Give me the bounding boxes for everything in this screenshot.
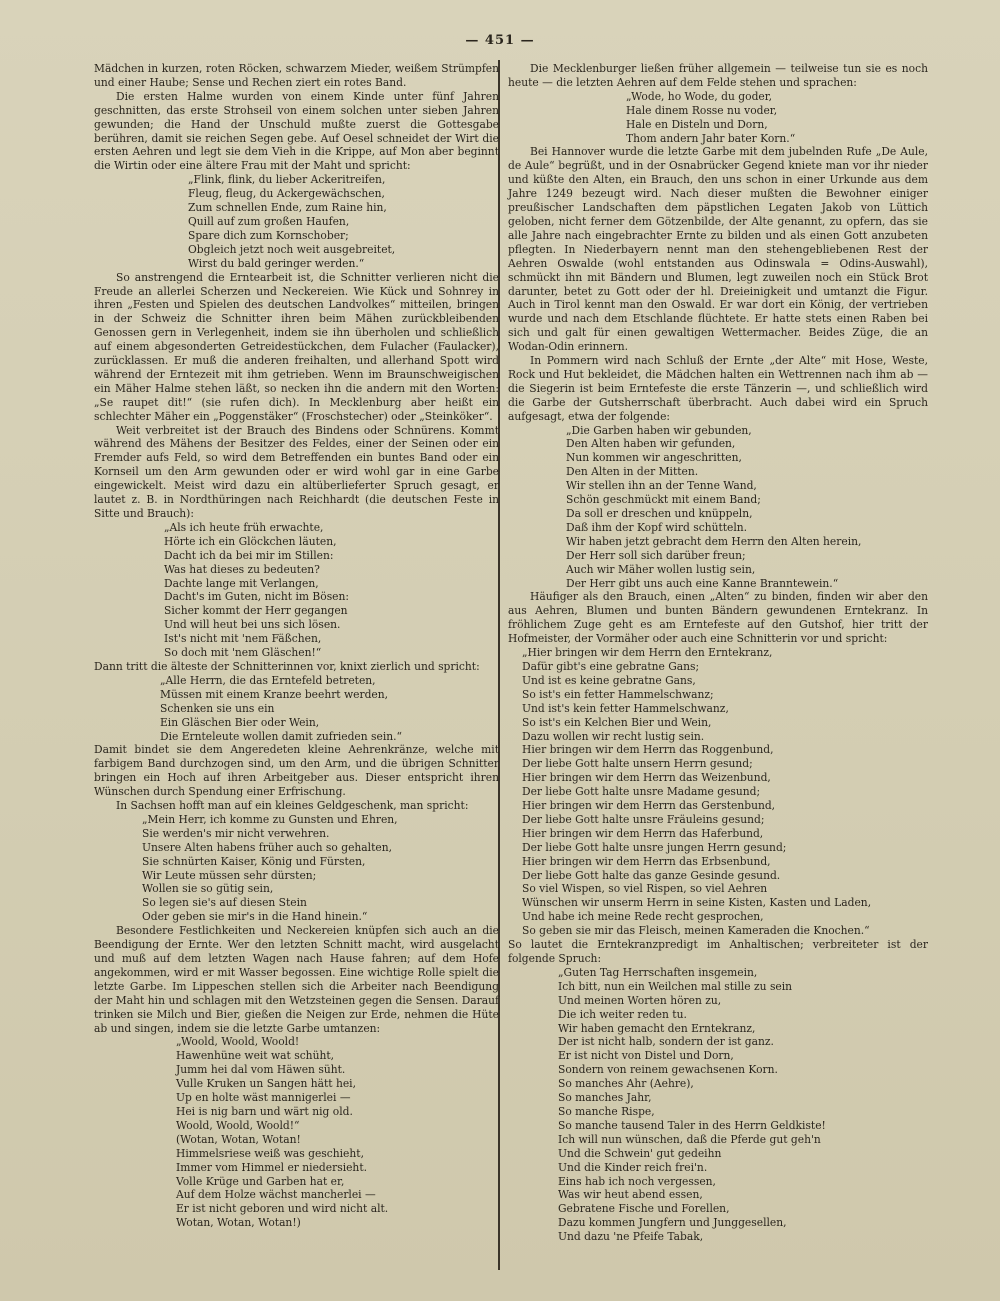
verse-line: Unsere Alten habens früher auch so gehalten, <box>142 840 392 854</box>
verse-line: Der liebe Gott halte unsre jungen Herrn gesund; <box>522 840 787 854</box>
verse-line: (Wotan, Wotan, Wotan! <box>176 1132 301 1146</box>
verse-line: Hei is nig barn und wärt nig old. <box>176 1104 353 1118</box>
paragraph: Die ersten Halme wurden von einem Kinde unter fünf Jahren geschnitten, das erste Strohseil von einem solchen unter sieben Jahren gewunden; die Hand der Unschuld mußte zuerst die Gottesgabe berühren, damit sie reichen Segen gebe. Auf Oesel schneidet der Wirt die ersten Aehren und legt sie dem Vieh in die Krippe, auf Mon aber beginnt die Wirtin oder eine ältere Frau mit der Maht und spricht: <box>94 89 499 173</box>
verse-line: Himmelsriese weiß was geschieht, <box>176 1146 364 1160</box>
verse-line: So manches Ahr (Aehre), <box>558 1077 694 1091</box>
verse-line: „Alle Herrn, die das Erntefeld betreten, <box>160 673 376 687</box>
verse-line: Dacht's im Guten, nicht im Bösen: <box>164 590 349 604</box>
verse-line: Ein Gläschen Bier oder Wein, <box>160 715 320 729</box>
verse-line: Thom andern Jahr bater Korn.“ <box>626 131 796 145</box>
verse-line: Müssen mit einem Kranze beehrt werden, <box>160 687 389 701</box>
verse-line: Hier bringen wir dem Herrn das Gerstenbund, <box>522 799 776 813</box>
verse-line: Nun kommen wir angeschritten, <box>566 451 742 465</box>
verse-line: So geben sie mir das Fleisch, meinen Kameraden die Knochen.“ <box>522 924 870 938</box>
verse-line: Der liebe Gott halte unsern Herrn gesund; <box>522 757 753 771</box>
left-column <box>94 62 499 1230</box>
verse-line: Hier bringen wir dem Herrn das Roggenbund, <box>522 743 774 757</box>
verse-line: Wirst du bald geringer werden.“ <box>188 256 365 270</box>
verse-line: Auf dem Holze wächst mancherlei — <box>176 1188 376 1202</box>
verse-line: Hier bringen wir dem Herrn das Haferbund, <box>522 826 764 840</box>
verse-line: „Guten Tag Herrschaften insgemein, <box>558 965 758 979</box>
paragraph: Bei Hannover wurde die letzte Garbe mit dem jubelnden Rufe „De Aule, de Aule“ begrüßt, und in der Osnabrücker Gegend kniete man vor ihr nieder und küßte den Alten, ein Brauch, den uns schon in einer Urkunde aus dem Jahre 1249 bezeugt wird. Nach dieser mußten die Bewohner einiger preußischer Landschaften dem päpstlichen Legaten Jakob von Lüttich geloben, nicht ferner dem Götzenbilde, der Alte genannt, zu opfern, das sie alle Jahre nach eingebrachter Ernte zu bilden und als einen Gott anzubeten pflegten. In Niederbayern nennt man den stehengebliebenen Rest der Aehren Oswalde (wohl entstanden aus Odinswala = Odins-Auswahl), schmückt ihn mit Bändern und Blumen, legt zuweilen noch ein Stück Brot darunter, betet zu Gott oder der hl. Dreieinigkeit und umtanzt die Figur. Auch in Tirol kennt man den Oswald. Er war dort ein König, der vertrieben wurde und nach dem Etschlande flüchtete. Er hatte stets einen Raben bei sich und galt für einen gewaltigen Wettermacher. Beides Züge, die an Wodan-Odin erinnern. <box>508 145 928 354</box>
paragraph: Weit verbreitet ist der Brauch des Bindens oder Schnürens. Kommt während des Mähens der Besitzer des Feldes, einer der Seinen oder ein Fremder aufs Feld, so wird dem Betreffenden ein buntes Band oder ein Kornseil um den Arm gewunden oder er wird wohl gar in eine Garbe eingewickelt. Meist wird dazu ein altüberlieferter Spruch gesagt, er lautet z. B. in Nordthüringen nach Reichhardt (die deutschen Feste in Sitte und Brauch): <box>94 423 499 520</box>
verse-line: Die Ernteleute wollen damit zufrieden sein.“ <box>160 729 402 743</box>
verse-line: Dazu kommen Jungfern und Junggesellen, <box>558 1216 787 1230</box>
paragraph: Mädchen in kurzen, roten Röcken, schwarzem Mieder, weißem Strümpfen und einer Haube; Sense und Rechen ziert ein rotes Band. <box>94 62 499 89</box>
verse-line: Wotan, Wotan, Wotan!) <box>176 1216 301 1230</box>
paragraph: Besondere Festlichkeiten und Neckereien knüpfen sich auch an die Beendigung der Ernte. Wer den letzten Schnitt macht, wird ausgelacht und muß auf dem letzten Wagen nach Hause fahren; auf dem Hofe angekommen, wird er mit Wasser begossen. Eine wichtige Rolle spielt die letzte Garbe. Im Lippeschen stellen sich die Arbeiter nach Beendigung der Maht hin und schlagen mit den Wetzsteinen gegen die Sensen. Darauf trinken sie Milch und Bier, gießen die Neigen zur Erde, nehmen die Hüte ab und singen, indem sie die letzte Garbe umtanzen: <box>94 924 499 1035</box>
verse-line: So viel Wispen, so viel Rispen, so viel Aehren <box>522 882 768 896</box>
verse-line: Sicher kommt der Herr gegangen <box>164 604 348 618</box>
verse-line: Obgleich jetzt noch weit ausgebreitet, <box>188 242 396 256</box>
verse-line: Spare dich zum Kornschober; <box>188 228 349 242</box>
verse-line: Jumm hei dal vom Häwen süht. <box>176 1063 346 1077</box>
verse <box>508 646 928 938</box>
verse-line: So legen sie's auf diesen Stein <box>142 896 307 910</box>
right-column <box>508 62 928 1244</box>
verse-line: Dacht ich da bei mir im Stillen: <box>164 548 334 562</box>
verse-line: Er ist nicht von Distel und Dorn, <box>558 1049 734 1063</box>
verse-line: „Als ich heute früh erwachte, <box>164 520 324 534</box>
verse-line: Hale en Disteln und Dorn, <box>626 117 768 131</box>
verse-line: Daß ihm der Kopf wird schütteln. <box>566 520 748 534</box>
verse-line: Ich bitt, nun ein Weilchen mal stille zu sein <box>558 979 793 993</box>
verse-line: Und ist es keine gebratne Gans, <box>522 673 696 687</box>
verse-line: Der liebe Gott halte unsre Fräuleins gesund; <box>522 812 765 826</box>
verse-line: Hawenhüne weit wat schüht, <box>176 1049 335 1063</box>
verse-line: Und will heut bei uns sich lösen. <box>164 618 341 632</box>
verse-line: Zum schnellen Ende, zum Raine hin, <box>188 201 387 215</box>
verse-line: Ist's nicht mit 'nem Fäßchen, <box>164 632 322 646</box>
verse-line: So ist's ein Kelchen Bier und Wein, <box>522 715 712 729</box>
verse-line: Und dazu 'ne Pfeife Tabak, <box>558 1230 704 1244</box>
verse-line: Volle Krüge und Garben hat er, <box>176 1174 345 1188</box>
verse <box>94 521 499 660</box>
verse-line: Der ist nicht halb, sondern der ist ganz. <box>558 1035 774 1049</box>
verse <box>508 966 928 1244</box>
verse-line: Der liebe Gott halte unsre Madame gesund; <box>522 785 761 799</box>
verse-line: Woold, Woold, Woold!“ <box>176 1118 300 1132</box>
verse-line: Und die Kinder reich frei'n. <box>558 1160 708 1174</box>
paragraph: Häufiger als den Brauch, einen „Alten“ zu binden, finden wir aber den aus Aehren, Blumen und bunten Bändern gewundenen Erntekranz. In fröhlichem Zuge geht es am Erntefeste auf den Gutshof, hier tritt der Hofmeister, der Vormäher oder auch eine Schnitterin vor und spricht: <box>508 590 928 646</box>
paragraph: Dann tritt die älteste der Schnitterinnen vor, knixt zierlich und spricht: <box>94 659 480 673</box>
verse-line: „Hier bringen wir dem Herrn den Erntekranz, <box>522 646 773 660</box>
verse-line: So manche Rispe, <box>558 1104 655 1118</box>
verse-line: Sie schnürten Kaiser, König und Fürsten, <box>142 854 366 868</box>
verse <box>508 424 928 591</box>
verse-line: Dafür gibt's eine gebratne Gans; <box>522 659 700 673</box>
verse-line: Er ist nicht geboren und wird nicht alt. <box>176 1202 389 1216</box>
verse-line: Hörte ich ein Glöckchen läuten, <box>164 534 337 548</box>
paragraph: In Sachsen hofft man auf ein kleines Geldgeschenk, man spricht: <box>116 799 469 813</box>
verse-line: Dazu wollen wir recht lustig sein. <box>522 729 705 743</box>
verse-line: Dachte lange mit Verlangen, <box>164 576 319 590</box>
verse-line: Sie werden's mir nicht verwehren. <box>142 826 330 840</box>
verse-line: Und die Schwein' gut gedeihn <box>558 1146 722 1160</box>
verse-line: Quill auf zum großen Haufen, <box>188 214 350 228</box>
verse-line: „Wode, ho Wode, du goder, <box>626 89 773 103</box>
verse-line: „Die Garben haben wir gebunden, <box>566 423 752 437</box>
verse-line: Schön geschmückt mit einem Band; <box>566 493 761 507</box>
verse-line: Hier bringen wir dem Herrn das Erbsenbund, <box>522 854 771 868</box>
verse-line: Wollen sie so gütig sein, <box>142 882 274 896</box>
verse-line: So manches Jahr, <box>558 1091 652 1105</box>
verse-line: Ich will nun wünschen, daß die Pferde gut geh'n <box>558 1132 821 1146</box>
verse <box>94 813 499 924</box>
verse-line: Wir stellen ihn an der Tenne Wand, <box>566 479 757 493</box>
page-number: — 451 — <box>465 33 535 48</box>
verse-line: Fleug, fleug, du Ackergewächschen, <box>188 187 385 201</box>
paragraph: In Pommern wird nach Schluß der Ernte „der Alte“ mit Hose, Weste, Rock und Hut bekleidet, die Mädchen halten ein Wettrennen nach ihm ab — die Siegerin ist beim Erntefeste die erste Tänzerin —, und schließlich wird die Garbe der Gutsherrschaft überbracht. Auch dabei wird ein Spruch aufgesagt, etwa der folgende: <box>508 354 928 423</box>
paragraph: Die Mecklenburger ließen früher allgemein — teilweise tun sie es noch heute — die letzten Aehren auf dem Felde stehen und sprachen: <box>508 62 928 89</box>
verse-line: So doch mit 'nem Gläschen!“ <box>164 646 322 660</box>
verse-line: Gebratene Fische und Forellen, <box>558 1202 730 1216</box>
verse-line: Den Alten haben wir gefunden, <box>566 437 736 451</box>
paragraph: So lautet die Erntekranzpredigt im Anhaltischen; verbreiteter ist der folgende Spruch: <box>508 938 928 965</box>
paragraph: Damit bindet sie dem Angeredeten kleine Aehrenkränze, welche mit farbigem Band durchzogen sind, um den Arm, und die übrigen Schnitter bringen ein Hoch auf ihren Arbeitgeber aus. Dieser entspricht ihren Wünschen durch Spendung einer Erfrischung. <box>94 743 499 799</box>
paragraph: So anstrengend die Erntearbeit ist, die Schnitter verlieren nicht die Freude an allerlei Scherzen und Neckereien. Wie Kück und Sohnrey in ihren „Festen und Spielen des deutschen Landvolkes“ mitteilen, bringen in der Schweiz die Schnitter ihren beim Mähen zurückbleibenden Genossen gern in Verlegenheit, indem sie ihn überholen und schließlich auf einem abgesonderten Getreidestückchen, dem Fulacher (Faulacker), zurücklassen. Er muß die anderen freihalten, und allerhand Spott wird während der Erntezeit mit ihm getrieben. Wenn im Braunschweigischen ein Mäher Halme stehen läßt, so necken ihn die andern mit den Worten: „Se raupet dit!“ (sie rufen dich). In Mecklenburg aber heißt ein schlechter Mäher ein „Poggenstäker“ (Froschstecher) oder „Steinköker“. <box>94 270 499 423</box>
verse-line: „Woold, Woold, Woold! <box>176 1035 300 1049</box>
verse-line: Die ich weiter reden tu. <box>558 1007 687 1021</box>
verse-line: „Mein Herr, ich komme zu Gunsten und Ehren, <box>142 812 398 826</box>
verse-line: Schenken sie uns ein <box>160 701 275 715</box>
verse-line: So ist's ein fetter Hammelschwanz; <box>522 687 714 701</box>
verse-line: Auch wir Mäher wollen lustig sein, <box>566 562 756 576</box>
verse-line: Immer vom Himmel er niedersieht. <box>176 1160 368 1174</box>
verse-line: Wünschen wir unserm Herrn in seine Kisten, Kasten und Laden, <box>522 896 872 910</box>
verse-line: Hale dinem Rosse nu voder, <box>626 103 778 117</box>
verse-line: Oder geben sie mir's in die Hand hinein.“ <box>142 910 368 924</box>
verse <box>94 173 499 270</box>
verse-line: Up en holte wäst mannigerlei — <box>176 1091 351 1105</box>
verse-line: Eins hab ich noch vergessen, <box>558 1174 716 1188</box>
verse-line: Der liebe Gott halte das ganze Gesinde gesund. <box>522 868 781 882</box>
verse-line: Da soll er dreschen und knüppeln, <box>566 507 753 520</box>
verse-line: Und habe ich meine Rede recht gesprochen, <box>522 910 764 924</box>
verse <box>94 1035 499 1230</box>
verse-line: Wir haben gemacht den Erntekranz, <box>558 1021 756 1035</box>
verse-line: Vulle Kruken un Sangen hätt hei, <box>176 1077 356 1091</box>
verse-line: Wir Leute müssen sehr dürsten; <box>142 868 317 882</box>
verse <box>94 674 499 744</box>
verse-line: Der Herr gibt uns auch eine Kanne Branntewein.“ <box>566 576 839 590</box>
verse-line: Was hat dieses zu bedeuten? <box>164 562 320 576</box>
verse-line: Der Herr soll sich darüber freun; <box>566 548 746 562</box>
verse-line: Was wir heut abend essen, <box>558 1188 703 1202</box>
verse-line: So manche tausend Taler in des Herrn Geldkiste! <box>558 1118 826 1132</box>
verse-line: Sondern von reinem gewachsenen Korn. <box>558 1063 778 1077</box>
verse <box>508 90 928 146</box>
verse-line: Und ist's kein fetter Hammelschwanz, <box>522 701 729 715</box>
verse-line: Wir haben jetzt gebracht dem Herrn den Alten herein, <box>566 534 862 548</box>
verse-line: Den Alten in der Mitten. <box>566 465 699 479</box>
verse-line: Und meinen Worten hören zu, <box>558 993 722 1007</box>
verse-line: Hier bringen wir dem Herrn das Weizenbund, <box>522 771 771 785</box>
verse-line: „Flink, flink, du lieber Ackeritreifen, <box>188 173 386 187</box>
